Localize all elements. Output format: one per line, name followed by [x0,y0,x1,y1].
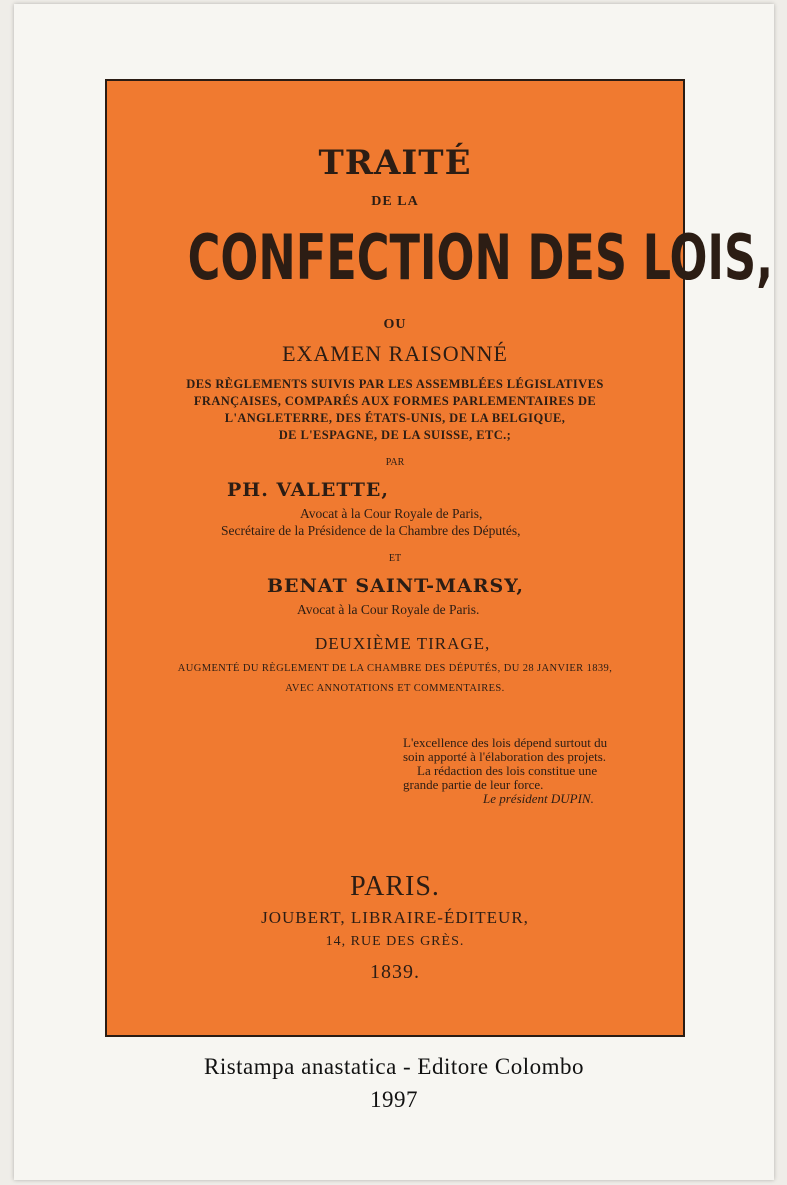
author2-role: Avocat à la Cour Royale de Paris. [297,602,480,617]
quote-line: grande partie de leur force. [403,777,544,792]
author-valette: PH. VALETTE, [227,479,390,501]
author-saint-marsy: BENAT SAINT-MARSY, [267,575,524,597]
imprint-city: PARIS. [350,871,440,902]
description-line: FRANÇAISES, COMPARÉS AUX FORMES PARLEMENTAIRES DE [193,394,597,408]
author1-role: Avocat à la Cour Royale de Paris, [300,506,483,521]
imprint-publisher: JOUBERT, LIBRAIRE-ÉDITEUR, [261,908,529,927]
quote-line: La rédaction des lois constitue une [417,763,598,778]
description-line: L'ANGLETERRE, DES ÉTATS-UNIS, DE LA BELGIQUE, [224,411,566,425]
quote-line: soin apporté à l'élaboration des projets. [403,749,607,764]
title-label [105,79,774,1037]
augment-line-2: AVEC ANNOTATIONS ET COMMENTAIRES. [285,683,505,694]
augment-line: AUGMENTÉ DU RÈGLEMENT DE LA CHAMBRE DES DÉPUTÉS, DU 28 JANVIER 1839, [177,663,613,674]
book-cover [14,4,774,1180]
imprint-year: 1839. [370,961,420,983]
title-traite: TRAITÉ [318,143,472,183]
title-de-la: DE LA [371,194,419,209]
subtitle: EXAMEN RAISONNÉ [282,341,508,366]
main-title: CONFECTION DES LOIS, [187,221,774,294]
quote-signature: Le président DUPIN. [483,791,594,806]
description-line: DE L'ESPAGNE, DE LA SUISSE, ETC.; [278,428,512,442]
author1-role-secondary: Secrétaire de la Présidence de la Chambre des Députés, [221,523,521,538]
title-ou: OU [383,317,407,332]
quote-line: L'excellence des lois dépend surtout du [403,735,608,750]
description-line: DES RÈGLEMENTS SUIVIS PAR LES ASSEMBLÉES LÉGISLATIVES [186,377,604,391]
imprint-address: 14, RUE DES GRÈS. [325,934,465,949]
reprint-year: 1997 [370,1087,418,1112]
et-label: ET [388,553,402,564]
reprint-note: Ristampa anastatica - Editore Colombo [203,1054,585,1079]
edition-label: DEUXIÈME TIRAGE, [315,634,491,653]
par-label: PAR [385,457,405,468]
epigraph-quote [403,736,663,806]
